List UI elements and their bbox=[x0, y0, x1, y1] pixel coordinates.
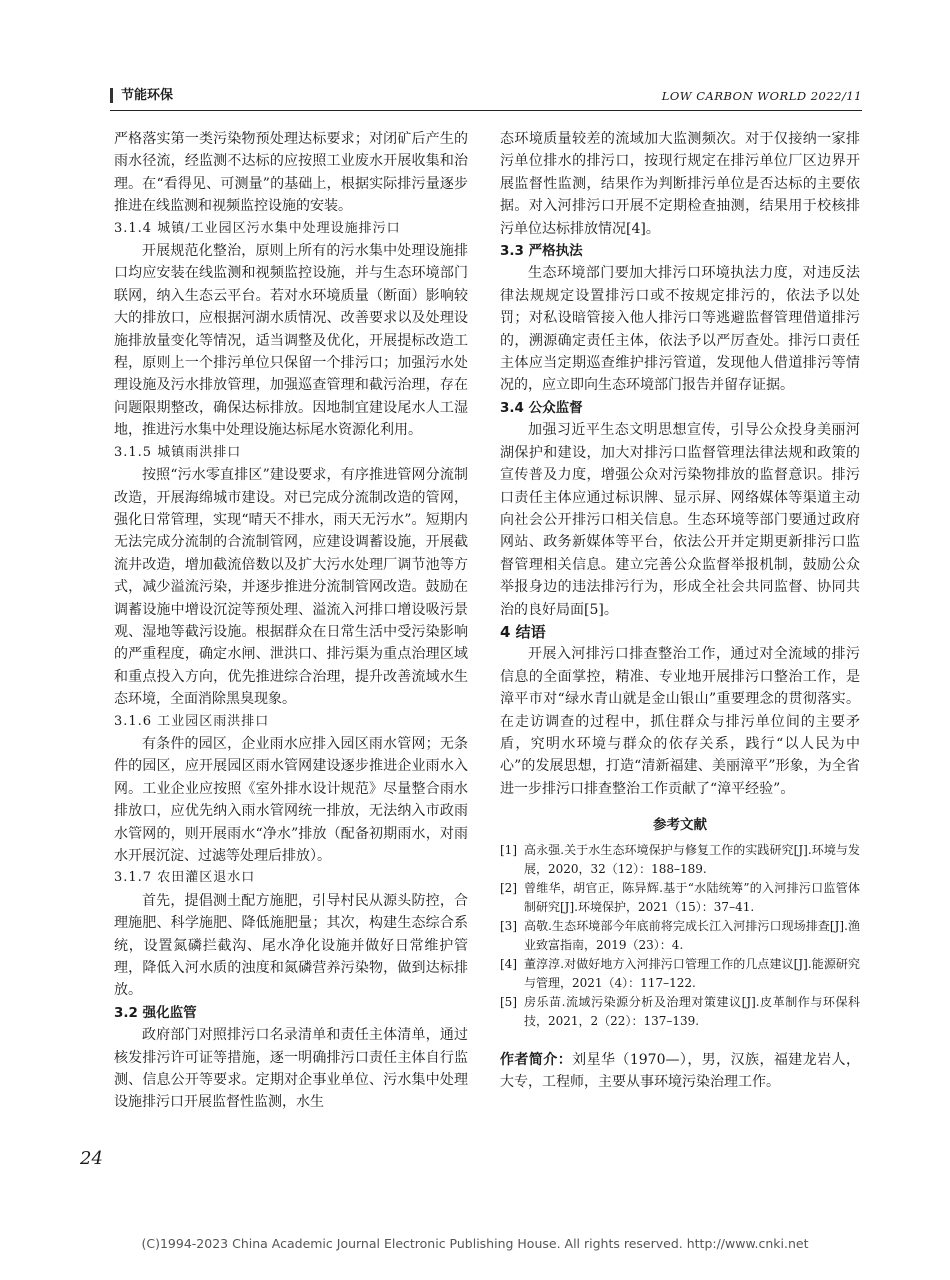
paragraph: 加强习近平生态文明思想宣传，引导公众投身美丽河湖保护和建设，加大对排污口监督管理法律法规和政策的宣传普及力度，增强公众对污染物排放的监督意识。排污口责任主体应通过标识牌、显示屏、网络媒体等渠道主动向社会公开排污口相关信息。生态环境等部门要通过政府网站、政务新媒体等平台，依法公开并定期更新排污口监督管理相关信息。建立完善公众监督举报机制，鼓励公众举报身边的违法排污行为，形成全社会共同监督、协同共治的良好局面[5]。 bbox=[500, 422, 860, 618]
reference-text: 董淳淳.对做好地方入河排污口管理工作的几点建议[J].能源研究与管理，2021（4）：117–122. bbox=[524, 956, 860, 990]
paragraph: 开展规范化整治，原则上所有的污水集中处理设施排口均应安装在线监测和视频监控设施，并与生态环境部门联网，纳入生态云平台。若对水环境质量（断面）影响较大的排放口，应根据河湖水质情况、改善要求以及处理设施排放量变化等情况，适当调整及优化，开展提标改造工程，原则上一个排污单位只保留一个排污口；加强污水处理设施及污水排放管理，加强巡查管理和截污治理，存在问题限期整改，确保达标排放。因地制宜建设尾水人工湿地，推进污水集中处理设施达标尾水资源化利用。 bbox=[114, 243, 468, 439]
reference-number: [2] bbox=[500, 880, 517, 895]
paragraph: 有条件的园区，企业雨水应排入园区雨水管网；无条件的园区，应开展园区雨水管网建设逐步推进企业雨水入网。工业企业应按照《室外排水设计规范》尽量整合雨水排放口，应优先纳入雨水管网统一排放，无法纳入市政雨水管网的，则开展雨水“净水”排放（配备初期雨水，对雨水开展沉淀、过滤等处理后排放）。 bbox=[114, 735, 468, 864]
paragraph: 生态环境部门要加大排污口环境执法力度，对违反法律法规规定设置排污口或不按规定排污的，依法予以处罚；对私设暗管接入他人排污口等逃避监督管理借道排污的，溯源确定责任主体，依法予以严厉查处。排污口责任主体应当定期巡查维护排污管道，发现他人借道排污等情况的，应立即向生态环境部门报告并留存证据。 bbox=[500, 265, 860, 394]
reference-number: [4] bbox=[500, 956, 517, 971]
references-title: 参考文献 bbox=[653, 817, 707, 834]
reference-text: 高敬.生态环境部今年底前将完成长江入河排污口现场排查[J].渔业致富指南，2019（23）：4. bbox=[524, 918, 860, 952]
paragraph: 开展入河排污口排查整治工作，通过对全流域的排污信息的全面掌控，精准、专业地开展排污口整治工作，是漳平市对“绿水青山就是金山银山”重要理念的贯彻落实。在走访调查的过程中，抓住群众与排污单位间的主要矛盾，究明水环境与群众的依存关系，践行“以人民为中心”的发展思想，打造“清新福建、美丽漳平”形象，为全省进一步排污口排查整治工作贡献了“漳平经验”。 bbox=[500, 646, 860, 797]
section-heading-3-1-5: 3.1.5 城镇雨洪排口 bbox=[114, 444, 242, 460]
section-heading-3-3: 3.3 严格执法 bbox=[500, 243, 583, 260]
copyright-footer: (C)1994-2023 China Academic Journal Electronic Publishing House. All rights reserved. http://www.cnki.net bbox=[141, 1236, 809, 1251]
author-bio bbox=[500, 1049, 860, 1094]
author-bio-text: 刘星华（1970—），男，汉族，福建龙岩人，大专，工程师，主要从事环境污染治理工作。 bbox=[500, 1051, 861, 1090]
section-heading-4: 4 结语 bbox=[500, 622, 546, 641]
reference-list bbox=[500, 841, 860, 1031]
paragraph: 严格落实第一类污染物预处理达标要求；对闭矿后产生的雨水径流，经监测不达标的应按照工业废水开展收集和治理。在“看得见、可测量”的基础上，根据实际排污量逐步推进在线监测和视频监控设施的安装。 bbox=[114, 131, 468, 215]
section-heading-3-2: 3.2 强化监管 bbox=[114, 1004, 197, 1021]
section-heading-3-4: 3.4 公众监督 bbox=[500, 399, 583, 416]
reference-text: 高永强.关于水生态环境保护与修复工作的实践研究[J].环境与发展，2020，32（12）：188–189. bbox=[524, 842, 860, 876]
reference-number: [5] bbox=[500, 994, 517, 1009]
author-bio-label: 作者简介： bbox=[500, 1051, 573, 1068]
paragraph: 政府部门对照排污口名录清单和责任主体清单，通过核发排污许可证等措施，逐一明确排污口责任主体自行监测、信息公开等要求。定期对企事业单位、污水集中处理设施排污口开展监督性监测，水生 bbox=[114, 1027, 468, 1111]
reference-number: [1] bbox=[500, 842, 517, 857]
section-heading-3-1-4: 3.1.4 城镇/工业园区污水集中处理设施排污口 bbox=[114, 220, 401, 236]
page-header bbox=[110, 88, 862, 111]
page-number: 24 bbox=[80, 1148, 103, 1169]
right-column bbox=[500, 128, 860, 1107]
reference-item bbox=[500, 879, 860, 917]
reference-number: [3] bbox=[500, 918, 517, 933]
left-column bbox=[114, 128, 468, 1114]
paragraph: 首先，提倡测土配方施肥，引导村民从源头防控，合理施肥、科学施肥、降低施肥量；其次，构建生态综合系统，设置氮磷拦截沟、尾水净化设施并做好日常维护管理，降低入河水质的浊度和氮磷营养污染物，做到达标排放。 bbox=[114, 892, 468, 999]
section-heading-3-1-6: 3.1.6 工业园区雨洪排口 bbox=[114, 713, 270, 729]
reference-item bbox=[500, 917, 860, 955]
reference-item bbox=[500, 955, 860, 993]
reference-text: 房乐苗.流域污染源分析及治理对策建议[J].皮革制作与环保科技，2021，2（22）：137–139. bbox=[524, 994, 860, 1028]
paragraph: 态环境质量较差的流域加大监测频次。对于仅接纳一家排污单位排水的排污口，按现行规定在排污单位厂区边界开展监督性监测，结果作为判断排污单位是否达标的主要依据。对入河排污口开展不定期检查抽测，结果用于校核排污单位达标排放情况[4]。 bbox=[500, 131, 860, 237]
reference-item bbox=[500, 841, 860, 879]
section-heading-3-1-7: 3.1.7 农田灌区退水口 bbox=[114, 870, 256, 886]
journal-section-title: 节能环保 bbox=[110, 88, 173, 103]
reference-text: 曾维华，胡官正，陈异辉.基于“水陆统筹”的入河排污口监管体制研究[J].环境保护，2021（15）：37–41. bbox=[524, 880, 860, 914]
reference-item bbox=[500, 993, 860, 1031]
paragraph: 按照“污水零直排区”建设要求，有序推进管网分流制改造，开展海绵城市建设。对已完成分流制改造的管网，强化日常管理，实现“晴天不排水，雨天无污水”。短期内无法完成分流制的合流制管网，应建设调蓄设施，开展截流井改造，增加截流倍数以及扩大污水处理厂调节池等方式，减少溢流污染，并逐步推进分流制管网改造。鼓励在调蓄设施中增设沉淀等预处理、溢流入河排口增设吸污景观、湿地等截污设施。根据群众在日常生活中受污染影响的严重程度，确定水闸、泄洪口、排污渠为重点治理区域和重点投入方向，优先推进综合治理，提升改善流域水生态环境，全面消除黑臭现象。 bbox=[114, 467, 468, 708]
journal-issue: LOW CARBON WORLD 2022/11 bbox=[661, 89, 862, 103]
